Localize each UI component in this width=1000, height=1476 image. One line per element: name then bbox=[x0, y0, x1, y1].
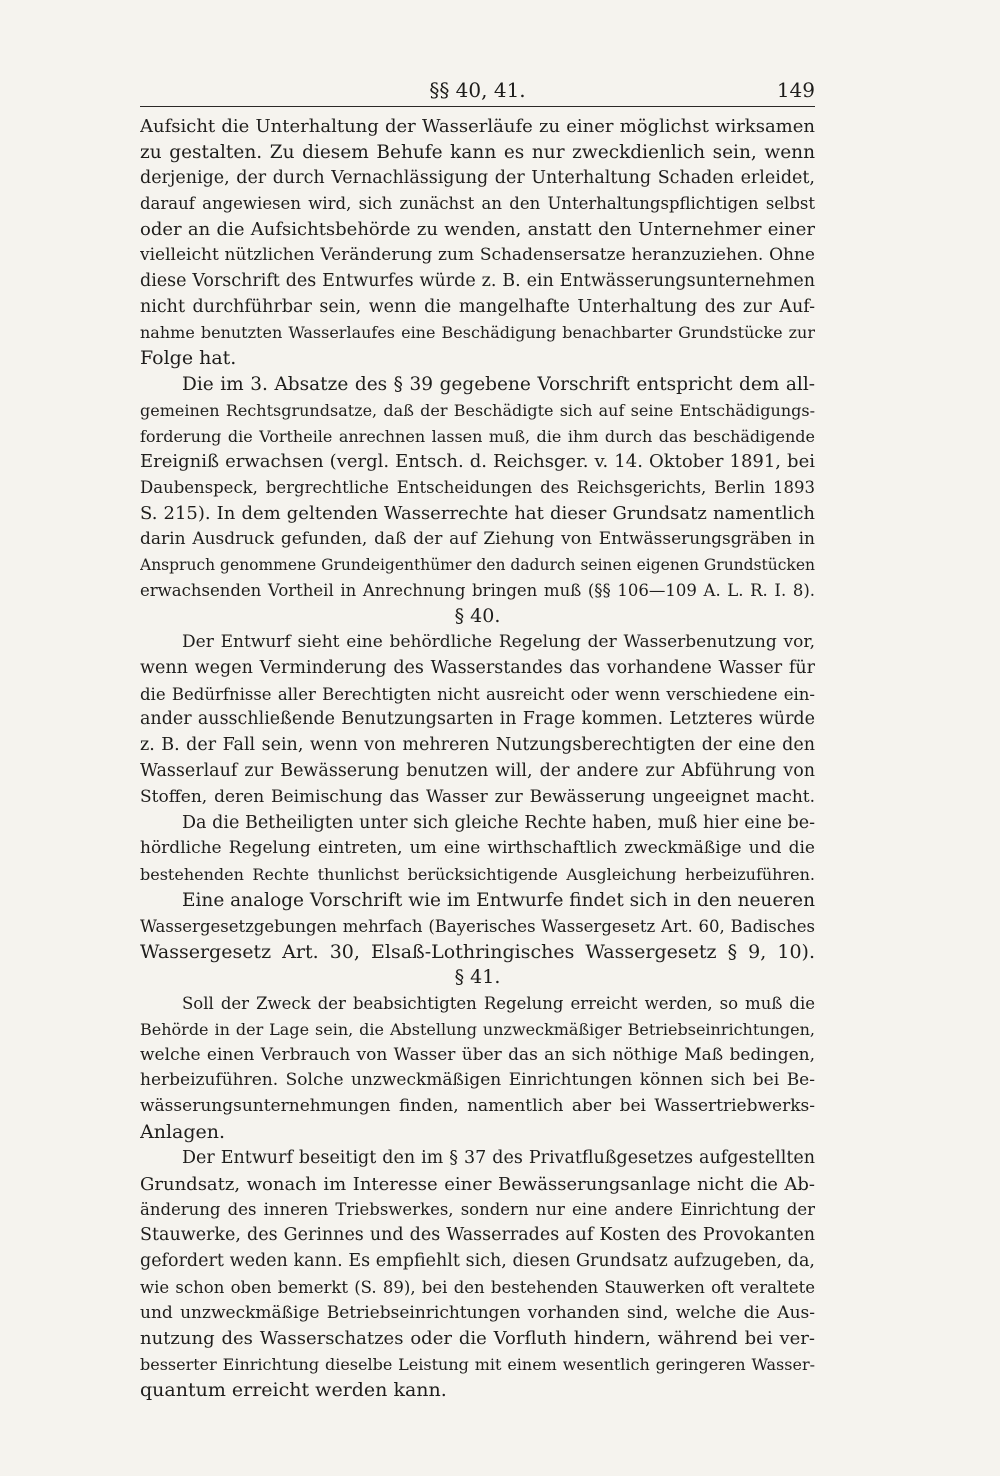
paragraph-4 bbox=[140, 811, 815, 888]
text-line: gemeinen Rechtsgrundsatze, daß der Beschädigte sich auf seine Entschädigungs- bbox=[140, 400, 815, 420]
section-heading-40: § 40. bbox=[454, 605, 501, 628]
running-head bbox=[140, 78, 815, 107]
text-line: gefordert weden kann. Es empfiehlt sich, diesen Grundsatz aufzugeben, da, bbox=[140, 1251, 815, 1272]
paragraph-7 bbox=[140, 1146, 815, 1404]
text-line: Der Entwurf sieht eine behördliche Regelung der Wasserbenutzung vor, bbox=[182, 631, 815, 652]
text-line: Eine analoge Vorschrift wie im Entwurfe findet sich in den neueren bbox=[182, 889, 815, 911]
text-line: Die im 3. Absatze des § 39 gegebene Vorschrift entspricht dem all- bbox=[182, 373, 815, 395]
text-line: erwachsenden Vortheil in Anrechnung bringen muß (§§ 106—109 A. L. R. I. 8). bbox=[140, 581, 815, 601]
text-line: diese Vorschrift des Entwurfes würde z. B. ein Entwässerungsunternehmen bbox=[140, 270, 815, 291]
text-line: hördliche Regelung eintreten, um eine wirthschaftlich zweckmäßige und die bbox=[140, 838, 815, 859]
section-reference: §§ 40, 41. bbox=[429, 78, 526, 102]
text-line: Wassergesetzgebungen mehrfach (Bayerisches Wassergesetz Art. 60, Badisches bbox=[140, 916, 815, 936]
text-line: Ereigniß erwachsen (vergl. Entsch. d. Reichsger. v. 14. Oktober 1891, bei bbox=[140, 451, 815, 473]
text-line: herbeizuführen. Solche unzweckmäßigen Einrichtungen können sich bei Be- bbox=[140, 1070, 815, 1091]
text-line: Wasserlauf zur Bewässerung benutzen will, der andere zur Abführung von bbox=[140, 760, 815, 781]
text-line: vielleicht nützlichen Veränderung zum Schadensersatze heranzuziehen. Ohne bbox=[140, 244, 815, 265]
text-line: S. 215). In dem geltenden Wasserrechte hat dieser Grundsatz namentlich bbox=[140, 502, 815, 524]
paragraph-3 bbox=[140, 630, 815, 811]
text-line: Grundsatz, wonach im Interesse einer Bewässerungsanlage nicht die Ab- bbox=[140, 1173, 815, 1195]
text-line: forderung die Vortheile anrechnen lassen muß, die ihm durch das beschädigende bbox=[140, 426, 815, 446]
text-line: nahme benutzten Wasserlaufes eine Beschädigung benachbarter Grundstücke zur bbox=[140, 323, 815, 343]
text-line: nutzung des Wasserschatzes oder die Vorfluth hindern, während bei ver- bbox=[140, 1328, 815, 1350]
text-line: Der Entwurf beseitigt den im § 37 des Privatflußgesetzes aufgestellten bbox=[182, 1147, 815, 1168]
text-line: Stauwerke, des Gerinnes und des Wasserrades auf Kosten des Provokanten bbox=[140, 1225, 815, 1246]
text-line: Aufsicht die Unterhaltung der Wasserläufe zu einer möglichst wirksamen bbox=[140, 116, 815, 137]
text-line: Anspruch genommene Grundeigenthümer den dadurch seinen eigenen Grundstücken bbox=[140, 555, 815, 574]
page-body bbox=[140, 114, 815, 1404]
page-number: 149 bbox=[776, 78, 815, 102]
text-line: Behörde in der Lage sein, die Abstellung unzweckmäßiger Betriebseinrichtungen, bbox=[140, 1019, 815, 1039]
text-line: oder an die Aufsichtsbehörde zu wenden, anstatt den Unternehmer einer bbox=[140, 219, 815, 241]
text-line: Soll der Zweck der beabsichtigten Regelung erreicht werden, so muß die bbox=[182, 994, 815, 1014]
text-line: welche einen Verbrauch von Wasser über das an sich nöthige Maß bedingen, bbox=[140, 1044, 815, 1065]
text-line: Da die Betheiligten unter sich gleiche Rechte haben, muß hier eine be- bbox=[182, 812, 815, 833]
paragraph-6 bbox=[140, 991, 815, 1146]
text-line: nicht durchführbar sein, wenn die mangelhafte Unterhaltung des zur Auf- bbox=[140, 296, 815, 317]
text-line: Anlagen. bbox=[140, 1121, 226, 1144]
text-line: quantum erreicht werden kann. bbox=[140, 1379, 447, 1402]
text-line: änderung des inneren Triebswerkes, sondern nur eine andere Einrichtung der bbox=[140, 1200, 815, 1220]
text-line: Daubenspeck, bergrechtliche Entscheidungen des Reichsgerichts, Berlin 1893 bbox=[140, 478, 815, 498]
text-line: besserter Einrichtung dieselbe Leistung mit einem wesentlich geringeren Wasser- bbox=[140, 1355, 815, 1375]
paragraph-1 bbox=[140, 114, 815, 372]
text-line: z. B. der Fall sein, wenn von mehreren Nutzungsberechtigten der eine den bbox=[140, 735, 815, 756]
text-line: und unzweckmäßige Betriebseinrichtungen vorhanden sind, welche die Aus- bbox=[140, 1302, 815, 1323]
text-line: zu gestalten. Zu diesem Behufe kann es nur zweckdienlich sein, wenn bbox=[140, 141, 815, 163]
text-line: darin Ausdruck gefunden, daß der auf Ziehung von Entwässerungsgräben in bbox=[140, 528, 815, 549]
text-line: darauf angewiesen wird, sich zunächst an den Unterhaltungspflichtigen selbst bbox=[140, 194, 815, 214]
text-line: Stoffen, deren Beimischung das Wasser zur Bewässerung ungeeignet macht. bbox=[140, 786, 815, 807]
paragraph-5 bbox=[140, 888, 815, 965]
text-line: bestehenden Rechte thunlichst berücksichtigende Ausgleichung herbeizuführen. bbox=[140, 865, 815, 885]
text-line: die Bedürfnisse aller Berechtigten nicht ausreicht oder wenn verschiedene ein- bbox=[140, 684, 815, 704]
text-line: Folge hat. bbox=[140, 347, 237, 370]
text-line: wenn wegen Verminderung des Wasserstandes das vorhandene Wasser für bbox=[140, 657, 815, 678]
text-line: derjenige, der durch Vernachlässigung der Unterhaltung Schaden erleidet, bbox=[140, 167, 815, 188]
paragraph-2 bbox=[140, 372, 815, 604]
text-line: ander ausschließende Benutzungsarten in Frage kommen. Letzteres würde bbox=[140, 709, 815, 730]
text-line: wässerungsunternehmungen finden, namentlich aber bei Wassertriebwerks- bbox=[140, 1096, 815, 1117]
section-heading-41: § 41. bbox=[454, 966, 501, 989]
text-line: Wassergesetz Art. 30, Elsaß-Lothringisches Wassergesetz § 9, 10). bbox=[140, 940, 815, 963]
text-line: wie schon oben bemerkt (S. 89), bei den bestehenden Stauwerken oft veraltete bbox=[140, 1277, 815, 1297]
